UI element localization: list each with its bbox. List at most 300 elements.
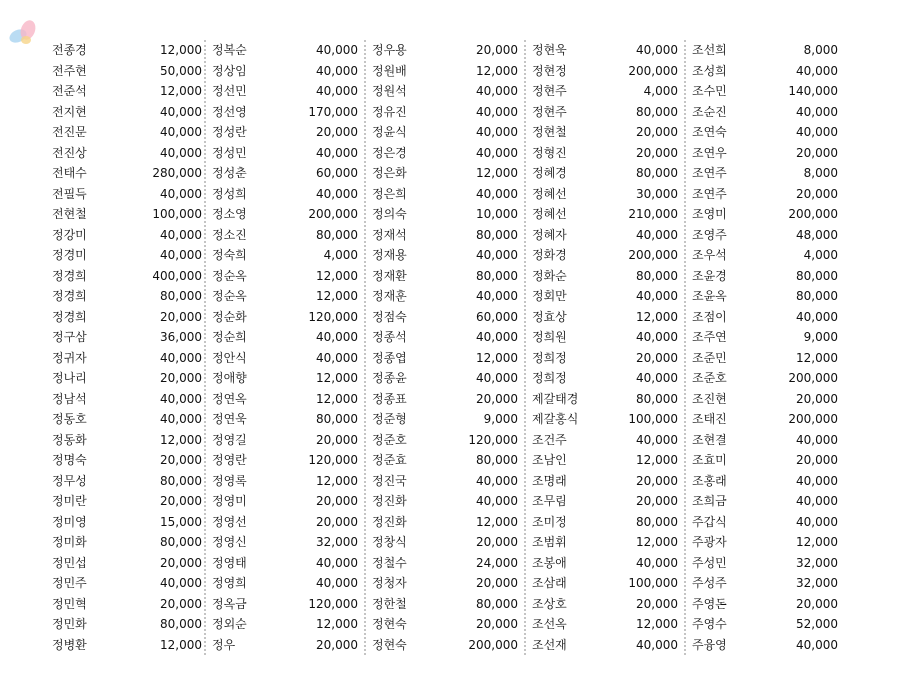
donation-amount: 20,000 <box>636 145 678 160</box>
list-item <box>526 532 684 553</box>
donation-amount: 40,000 <box>796 432 838 447</box>
donation-amount: 40,000 <box>316 84 358 98</box>
donation-amount: 20,000 <box>476 43 518 57</box>
donor-name: 조수민 <box>692 84 727 98</box>
donation-amount: 12,000 <box>636 309 678 324</box>
donor-name: 조미정 <box>532 514 567 529</box>
donor-name: 정재석 <box>372 227 407 242</box>
donor-name: 정연욱 <box>212 412 247 426</box>
list-item <box>526 204 684 225</box>
donor-name: 정재훈 <box>372 289 407 303</box>
list-item <box>526 122 684 143</box>
list-item <box>526 389 684 410</box>
donation-amount: 60,000 <box>316 166 358 180</box>
donor-name: 조영미 <box>692 207 727 221</box>
list-item <box>206 245 364 266</box>
donor-name: 주광자 <box>692 535 727 549</box>
list-item <box>686 102 844 123</box>
donor-name: 정외순 <box>212 617 247 631</box>
list-item <box>686 307 844 328</box>
list-item <box>686 573 844 594</box>
donation-amount: 40,000 <box>636 555 678 570</box>
donor-name: 전필득 <box>52 186 87 201</box>
donor-name: 정한철 <box>372 596 407 611</box>
list-item <box>52 409 204 430</box>
list-item <box>52 286 204 307</box>
donor-name: 정희정 <box>532 371 567 385</box>
donor-name: 조진현 <box>692 391 727 406</box>
donor-name: 조준민 <box>692 350 727 365</box>
donation-amount: 24,000 <box>476 555 518 570</box>
list-item <box>52 512 204 533</box>
donation-amount: 20,000 <box>636 494 678 508</box>
donor-name: 조상호 <box>532 596 567 611</box>
donation-amount: 40,000 <box>476 125 518 139</box>
logo-icon <box>4 14 44 54</box>
donor-name: 정민섭 <box>52 555 87 570</box>
list-item <box>686 286 844 307</box>
list-item <box>366 635 524 656</box>
donor-name: 정윤식 <box>372 125 407 139</box>
donor-name: 정혜경 <box>532 166 567 180</box>
list-item <box>52 204 204 225</box>
donor-name: 정종석 <box>372 330 407 344</box>
donation-amount: 40,000 <box>160 125 202 139</box>
donation-amount: 50,000 <box>160 63 202 78</box>
donor-name: 정성란 <box>212 125 247 139</box>
donor-name: 정유진 <box>372 104 407 119</box>
list-column <box>204 40 364 655</box>
list-item <box>52 389 204 410</box>
donor-name: 조주연 <box>692 330 727 344</box>
list-item <box>366 491 524 512</box>
donation-amount: 20,000 <box>636 350 678 365</box>
donation-amount: 12,000 <box>316 617 358 631</box>
list-item <box>686 368 844 389</box>
donor-name: 정현숙 <box>372 617 407 631</box>
donor-name: 정나리 <box>52 371 87 385</box>
donation-amount: 80,000 <box>160 473 202 488</box>
list-item <box>526 553 684 574</box>
donor-name: 정미화 <box>52 535 87 549</box>
donor-name: 정숙희 <box>212 248 247 262</box>
donation-amount: 12,000 <box>316 473 358 488</box>
donation-amount: 4,000 <box>643 84 678 98</box>
donor-name: 정준형 <box>372 412 407 426</box>
list-item <box>686 532 844 553</box>
donation-amount: 120,000 <box>308 596 358 611</box>
donation-amount: 40,000 <box>476 84 518 98</box>
list-item <box>206 512 364 533</box>
donation-amount: 170,000 <box>308 104 358 119</box>
donor-name: 주영수 <box>692 617 727 631</box>
donor-name: 정철수 <box>372 555 407 570</box>
donor-name: 전지현 <box>52 104 87 119</box>
donor-name: 조건주 <box>532 432 567 447</box>
donor-name: 조연주 <box>692 186 727 201</box>
donor-name: 정미영 <box>52 514 87 529</box>
donor-name: 조남인 <box>532 453 567 467</box>
donation-amount: 20,000 <box>160 453 202 467</box>
list-item <box>206 143 364 164</box>
donor-name: 정소진 <box>212 227 247 242</box>
donation-amount: 140,000 <box>788 84 838 98</box>
list-item <box>52 553 204 574</box>
donor-name: 정회만 <box>532 289 567 303</box>
donor-name: 정영희 <box>212 576 247 590</box>
list-item <box>686 225 844 246</box>
list-item <box>686 491 844 512</box>
donor-name: 조연숙 <box>692 125 727 139</box>
donation-amount: 120,000 <box>468 432 518 447</box>
donor-name: 정안식 <box>212 350 247 365</box>
donation-amount: 8,000 <box>803 43 838 57</box>
list-item <box>52 225 204 246</box>
list-item <box>526 225 684 246</box>
list-item <box>686 143 844 164</box>
list-item <box>52 573 204 594</box>
donor-name: 정성춘 <box>212 166 247 180</box>
list-item <box>366 614 524 635</box>
donor-name: 정우 <box>212 637 236 652</box>
list-item <box>366 553 524 574</box>
donor-name: 정은희 <box>372 186 407 201</box>
donor-name: 정성희 <box>212 186 247 201</box>
donor-name: 조윤옥 <box>692 289 727 303</box>
list-item <box>686 614 844 635</box>
list-item <box>206 409 364 430</box>
list-item <box>52 348 204 369</box>
donation-amount: 40,000 <box>316 576 358 590</box>
list-item <box>206 430 364 451</box>
list-column <box>52 40 204 655</box>
list-item <box>526 512 684 533</box>
donor-name: 조준호 <box>692 371 727 385</box>
donor-name: 정준효 <box>372 453 407 467</box>
donation-amount: 12,000 <box>160 432 202 447</box>
donor-name: 조봉애 <box>532 555 567 570</box>
donation-amount: 80,000 <box>476 596 518 611</box>
list-item <box>366 532 524 553</box>
donation-amount: 40,000 <box>316 330 358 344</box>
donation-amount: 80,000 <box>160 289 202 303</box>
donor-name: 조무림 <box>532 494 567 508</box>
donation-amount: 12,000 <box>476 63 518 78</box>
donor-name: 조범휘 <box>532 535 567 549</box>
list-item <box>206 594 364 615</box>
donation-amount: 200,000 <box>308 207 358 221</box>
donation-amount: 12,000 <box>636 535 678 549</box>
list-item <box>206 102 364 123</box>
list-item <box>206 368 364 389</box>
donor-name: 제갈홍식 <box>532 412 579 426</box>
donation-amount: 40,000 <box>636 43 678 57</box>
list-item <box>526 327 684 348</box>
donor-name: 정민화 <box>52 617 87 631</box>
donation-amount: 20,000 <box>796 145 838 160</box>
donor-name: 정현주 <box>532 84 567 98</box>
list-column <box>524 40 684 655</box>
donor-name: 조선옥 <box>532 617 567 631</box>
list-item <box>686 450 844 471</box>
donation-amount: 20,000 <box>160 309 202 324</box>
list-item <box>366 61 524 82</box>
donor-name: 조선재 <box>532 637 567 652</box>
donation-amount: 210,000 <box>628 207 678 221</box>
donation-amount: 12,000 <box>316 289 358 303</box>
donor-name: 정종엽 <box>372 350 407 365</box>
donation-amount: 100,000 <box>152 207 202 221</box>
list-item <box>52 594 204 615</box>
donor-name: 정재환 <box>372 268 407 283</box>
donation-amount: 40,000 <box>476 104 518 119</box>
donation-amount: 40,000 <box>636 227 678 242</box>
donor-name: 정혜선 <box>532 186 567 201</box>
list-item <box>52 122 204 143</box>
donation-amount: 10,000 <box>476 207 518 221</box>
list-item <box>366 327 524 348</box>
donor-name: 정민주 <box>52 576 87 590</box>
donor-name: 조우석 <box>692 248 727 262</box>
donation-amount: 20,000 <box>796 596 838 611</box>
donation-amount: 80,000 <box>796 268 838 283</box>
list-item <box>206 491 364 512</box>
list-item <box>686 512 844 533</box>
donor-name: 조명래 <box>532 473 567 488</box>
list-item <box>206 81 364 102</box>
donor-name: 조효미 <box>692 453 727 467</box>
donor-name: 정재용 <box>372 248 407 262</box>
donation-amount: 40,000 <box>476 473 518 488</box>
list-item <box>206 204 364 225</box>
donor-name: 주영돈 <box>692 596 727 611</box>
donation-amount: 15,000 <box>160 514 202 529</box>
donor-name: 정진국 <box>372 473 407 488</box>
list-item <box>526 245 684 266</box>
donation-amount: 80,000 <box>160 535 202 549</box>
list-item <box>526 266 684 287</box>
list-item <box>52 450 204 471</box>
list-item <box>366 348 524 369</box>
list-item <box>52 184 204 205</box>
donation-amount: 80,000 <box>476 227 518 242</box>
list-item <box>206 348 364 369</box>
list-item <box>686 204 844 225</box>
donation-amount: 20,000 <box>796 186 838 201</box>
donation-amount: 40,000 <box>796 473 838 488</box>
donor-name: 주갑식 <box>692 514 727 529</box>
donor-name: 정창식 <box>372 535 407 549</box>
donor-name: 조선희 <box>692 43 727 57</box>
list-item <box>526 635 684 656</box>
donation-amount: 40,000 <box>160 412 202 426</box>
donor-name: 정경미 <box>52 248 87 262</box>
donor-name: 정영록 <box>212 473 247 488</box>
donation-amount: 40,000 <box>316 145 358 160</box>
donation-amount: 80,000 <box>476 453 518 467</box>
donation-amount: 40,000 <box>160 145 202 160</box>
list-item <box>686 245 844 266</box>
donation-amount: 40,000 <box>796 63 838 78</box>
donor-name: 정복순 <box>212 43 247 57</box>
donation-amount: 40,000 <box>160 186 202 201</box>
list-item <box>52 61 204 82</box>
donation-amount: 200,000 <box>628 63 678 78</box>
donation-amount: 40,000 <box>636 289 678 303</box>
donor-name: 정강미 <box>52 227 87 242</box>
list-item <box>686 163 844 184</box>
list-item <box>686 184 844 205</box>
donor-name: 정명숙 <box>52 453 87 467</box>
donation-amount: 200,000 <box>788 371 838 385</box>
list-item <box>366 430 524 451</box>
donor-name: 정효상 <box>532 309 567 324</box>
list-item <box>366 102 524 123</box>
list-item <box>526 184 684 205</box>
list-item <box>366 163 524 184</box>
donation-amount: 80,000 <box>316 412 358 426</box>
list-item <box>366 225 524 246</box>
donation-amount: 32,000 <box>316 535 358 549</box>
list-item <box>366 471 524 492</box>
donor-name: 조태진 <box>692 412 727 426</box>
donation-list-table <box>52 40 844 655</box>
donor-name: 정희원 <box>532 330 567 344</box>
donor-name: 정동화 <box>52 432 87 447</box>
list-item <box>366 450 524 471</box>
list-item <box>366 204 524 225</box>
list-item <box>686 409 844 430</box>
list-item <box>206 635 364 656</box>
donor-name: 정현정 <box>532 63 567 78</box>
donation-amount: 12,000 <box>316 391 358 406</box>
donation-amount: 120,000 <box>308 453 358 467</box>
list-item <box>52 614 204 635</box>
list-item <box>206 286 364 307</box>
donation-amount: 20,000 <box>636 125 678 139</box>
donation-amount: 40,000 <box>476 248 518 262</box>
donation-amount: 40,000 <box>316 186 358 201</box>
list-item <box>366 184 524 205</box>
donor-name: 조삼래 <box>532 576 567 590</box>
donor-name: 정동호 <box>52 412 87 426</box>
donor-name: 정무성 <box>52 473 87 488</box>
donation-amount: 40,000 <box>796 494 838 508</box>
list-item <box>52 430 204 451</box>
donation-amount: 40,000 <box>476 330 518 344</box>
donor-name: 정경희 <box>52 309 87 324</box>
donation-amount: 40,000 <box>160 227 202 242</box>
donor-name: 정선영 <box>212 104 247 119</box>
donor-name: 정현주 <box>532 104 567 119</box>
donor-name: 정은화 <box>372 166 407 180</box>
list-item <box>206 266 364 287</box>
donor-name: 정우용 <box>372 43 407 57</box>
donor-name: 정진화 <box>372 514 407 529</box>
donor-name: 제갈태경 <box>532 391 579 406</box>
donor-name: 정미란 <box>52 494 87 508</box>
donor-name: 정의숙 <box>372 207 407 221</box>
donation-amount: 20,000 <box>636 596 678 611</box>
donor-name: 정청자 <box>372 576 407 590</box>
donation-amount: 40,000 <box>476 186 518 201</box>
donor-name: 주성민 <box>692 555 727 570</box>
donation-amount: 40,000 <box>636 637 678 652</box>
donor-name: 정희정 <box>532 350 567 365</box>
list-item <box>526 307 684 328</box>
donor-name: 정화순 <box>532 268 567 283</box>
donation-amount: 60,000 <box>476 309 518 324</box>
donor-name: 정원배 <box>372 63 407 78</box>
donor-name: 전주현 <box>52 63 87 78</box>
list-item <box>526 286 684 307</box>
list-item <box>526 61 684 82</box>
list-item <box>52 471 204 492</box>
donation-amount: 20,000 <box>476 391 518 406</box>
list-item <box>526 102 684 123</box>
donor-name: 주융영 <box>692 637 727 652</box>
list-item <box>526 471 684 492</box>
donation-amount: 12,000 <box>316 268 358 283</box>
list-item <box>206 450 364 471</box>
list-item <box>206 40 364 61</box>
donor-name: 조희금 <box>692 494 727 508</box>
donor-name: 전진문 <box>52 125 87 139</box>
list-item <box>206 389 364 410</box>
list-item <box>206 225 364 246</box>
donation-amount: 40,000 <box>796 125 838 139</box>
list-item <box>526 409 684 430</box>
list-item <box>686 122 844 143</box>
list-item <box>686 594 844 615</box>
donor-name: 전태수 <box>52 166 87 180</box>
donation-amount: 40,000 <box>796 309 838 324</box>
donor-name: 정구삼 <box>52 330 87 344</box>
donation-amount: 40,000 <box>796 637 838 652</box>
donation-amount: 20,000 <box>796 391 838 406</box>
list-item <box>526 450 684 471</box>
list-item <box>686 40 844 61</box>
list-column <box>364 40 524 655</box>
donation-amount: 40,000 <box>316 555 358 570</box>
list-item <box>52 81 204 102</box>
donor-name: 주성주 <box>692 576 727 590</box>
list-item <box>526 594 684 615</box>
donation-amount: 36,000 <box>160 330 202 344</box>
donation-amount: 20,000 <box>160 494 202 508</box>
list-item <box>206 573 364 594</box>
donor-name: 조성희 <box>692 63 727 78</box>
list-item <box>52 102 204 123</box>
list-item <box>52 491 204 512</box>
donor-name: 정영미 <box>212 494 247 508</box>
donor-name: 정원석 <box>372 84 407 98</box>
donation-amount: 12,000 <box>160 43 202 57</box>
donor-name: 정혜자 <box>532 227 567 242</box>
donation-amount: 40,000 <box>796 104 838 119</box>
donation-amount: 200,000 <box>788 207 838 221</box>
list-item <box>366 512 524 533</box>
list-item <box>206 61 364 82</box>
list-item <box>366 389 524 410</box>
donor-name: 정화경 <box>532 248 567 262</box>
donation-amount: 12,000 <box>476 350 518 365</box>
donation-amount: 9,000 <box>803 330 838 344</box>
donor-name: 정진화 <box>372 494 407 508</box>
donor-name: 정순옥 <box>212 268 247 283</box>
donor-name: 조순진 <box>692 104 727 119</box>
donation-amount: 80,000 <box>316 227 358 242</box>
